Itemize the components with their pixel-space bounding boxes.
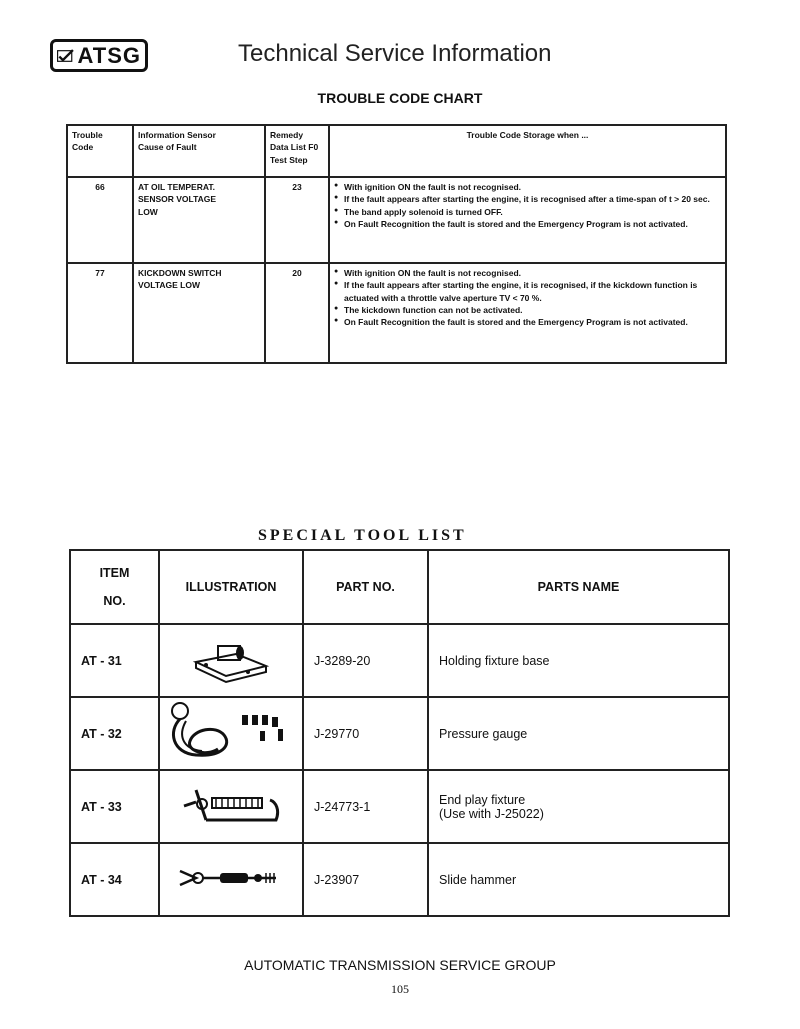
table-row xyxy=(70,624,729,697)
item-number: AT - 31 xyxy=(70,624,159,697)
table-row xyxy=(70,770,729,843)
special-tool-table xyxy=(69,549,730,917)
list-item: ● With ignition ON the fault is not recognised. xyxy=(334,181,721,193)
end-play-fixture-icon xyxy=(176,780,286,830)
part-number: J-24773-1 xyxy=(303,770,428,843)
illustration-cell xyxy=(159,770,303,843)
remedy-step: 23 xyxy=(265,177,329,263)
trouble-code: 66 xyxy=(67,177,133,263)
logo-text: ATSG xyxy=(77,42,141,68)
part-name: End play fixture (Use with J-25022) xyxy=(428,770,729,843)
header-illustration: ILLUSTRATION xyxy=(159,550,303,624)
part-name: Pressure gauge xyxy=(428,697,729,770)
trouble-code-table xyxy=(66,124,727,364)
page-title: Technical Service Information xyxy=(238,40,552,67)
slide-hammer-icon xyxy=(176,863,286,893)
header-part-no: PART NO. xyxy=(303,550,428,624)
trouble-code-chart-title: TROUBLE CODE CHART xyxy=(317,90,483,106)
special-tool-list-title: SPECIAL TOOL LIST xyxy=(258,527,467,544)
header-remedy: Remedy Data List F0 Test Step xyxy=(265,125,329,177)
storage-conditions xyxy=(329,177,726,263)
trouble-code: 77 xyxy=(67,263,133,363)
storage-conditions xyxy=(329,263,726,363)
header-storage: Trouble Code Storage when ... xyxy=(329,125,726,177)
checkmark-logo-icon xyxy=(57,45,74,67)
footer-organization: AUTOMATIC TRANSMISSION SERVICE GROUP xyxy=(244,957,556,973)
atsg-logo xyxy=(50,39,148,72)
table-row xyxy=(70,843,729,916)
header-item-no: ITEM NO. xyxy=(70,550,159,624)
part-name: Holding fixture base xyxy=(428,624,729,697)
illustration-cell xyxy=(159,697,303,770)
list-item: ● The kickdown function can not be activated. xyxy=(334,304,721,316)
table-row xyxy=(67,263,726,363)
table-header-row xyxy=(70,550,729,624)
item-number: AT - 32 xyxy=(70,697,159,770)
list-item: ● On Fault Recognition the fault is stored and the Emergency Program is not activated. xyxy=(334,218,721,230)
part-number: J-3289-20 xyxy=(303,624,428,697)
header-parts-name: PARTS NAME xyxy=(428,550,729,624)
header-information-sensor: Information Sensor Cause of Fault xyxy=(133,125,265,177)
list-item: ● On Fault Recognition the fault is stored and the Emergency Program is not activated. xyxy=(334,316,721,328)
page-number: 105 xyxy=(391,982,409,996)
header-trouble-code: Trouble Code xyxy=(67,125,133,177)
table-row xyxy=(67,177,726,263)
table-row xyxy=(70,697,729,770)
list-item: ● The band apply solenoid is turned OFF. xyxy=(334,206,721,218)
table-header-row xyxy=(67,125,726,177)
part-number: J-23907 xyxy=(303,843,428,916)
information-sensor: AT OIL TEMPERAT. SENSOR VOLTAGE LOW xyxy=(133,177,265,263)
holding-fixture-icon xyxy=(186,632,276,687)
information-sensor: KICKDOWN SWITCH VOLTAGE LOW xyxy=(133,263,265,363)
item-number: AT - 33 xyxy=(70,770,159,843)
illustration-cell xyxy=(159,843,303,916)
remedy-step: 20 xyxy=(265,263,329,363)
list-item: ● If the fault appears after starting the engine, it is recognised, if the kickdown function is actuated with a throttle valve aperture TV < 70 %. xyxy=(334,279,721,304)
item-number: AT - 34 xyxy=(70,843,159,916)
part-name: Slide hammer xyxy=(428,843,729,916)
illustration-cell xyxy=(159,624,303,697)
list-item: ● With ignition ON the fault is not recognised. xyxy=(334,267,721,279)
part-number: J-29770 xyxy=(303,697,428,770)
list-item: ● If the fault appears after starting the engine, it is recognised after a time-span of t > 20 sec. xyxy=(334,193,721,205)
pressure-gauge-icon xyxy=(166,701,296,763)
